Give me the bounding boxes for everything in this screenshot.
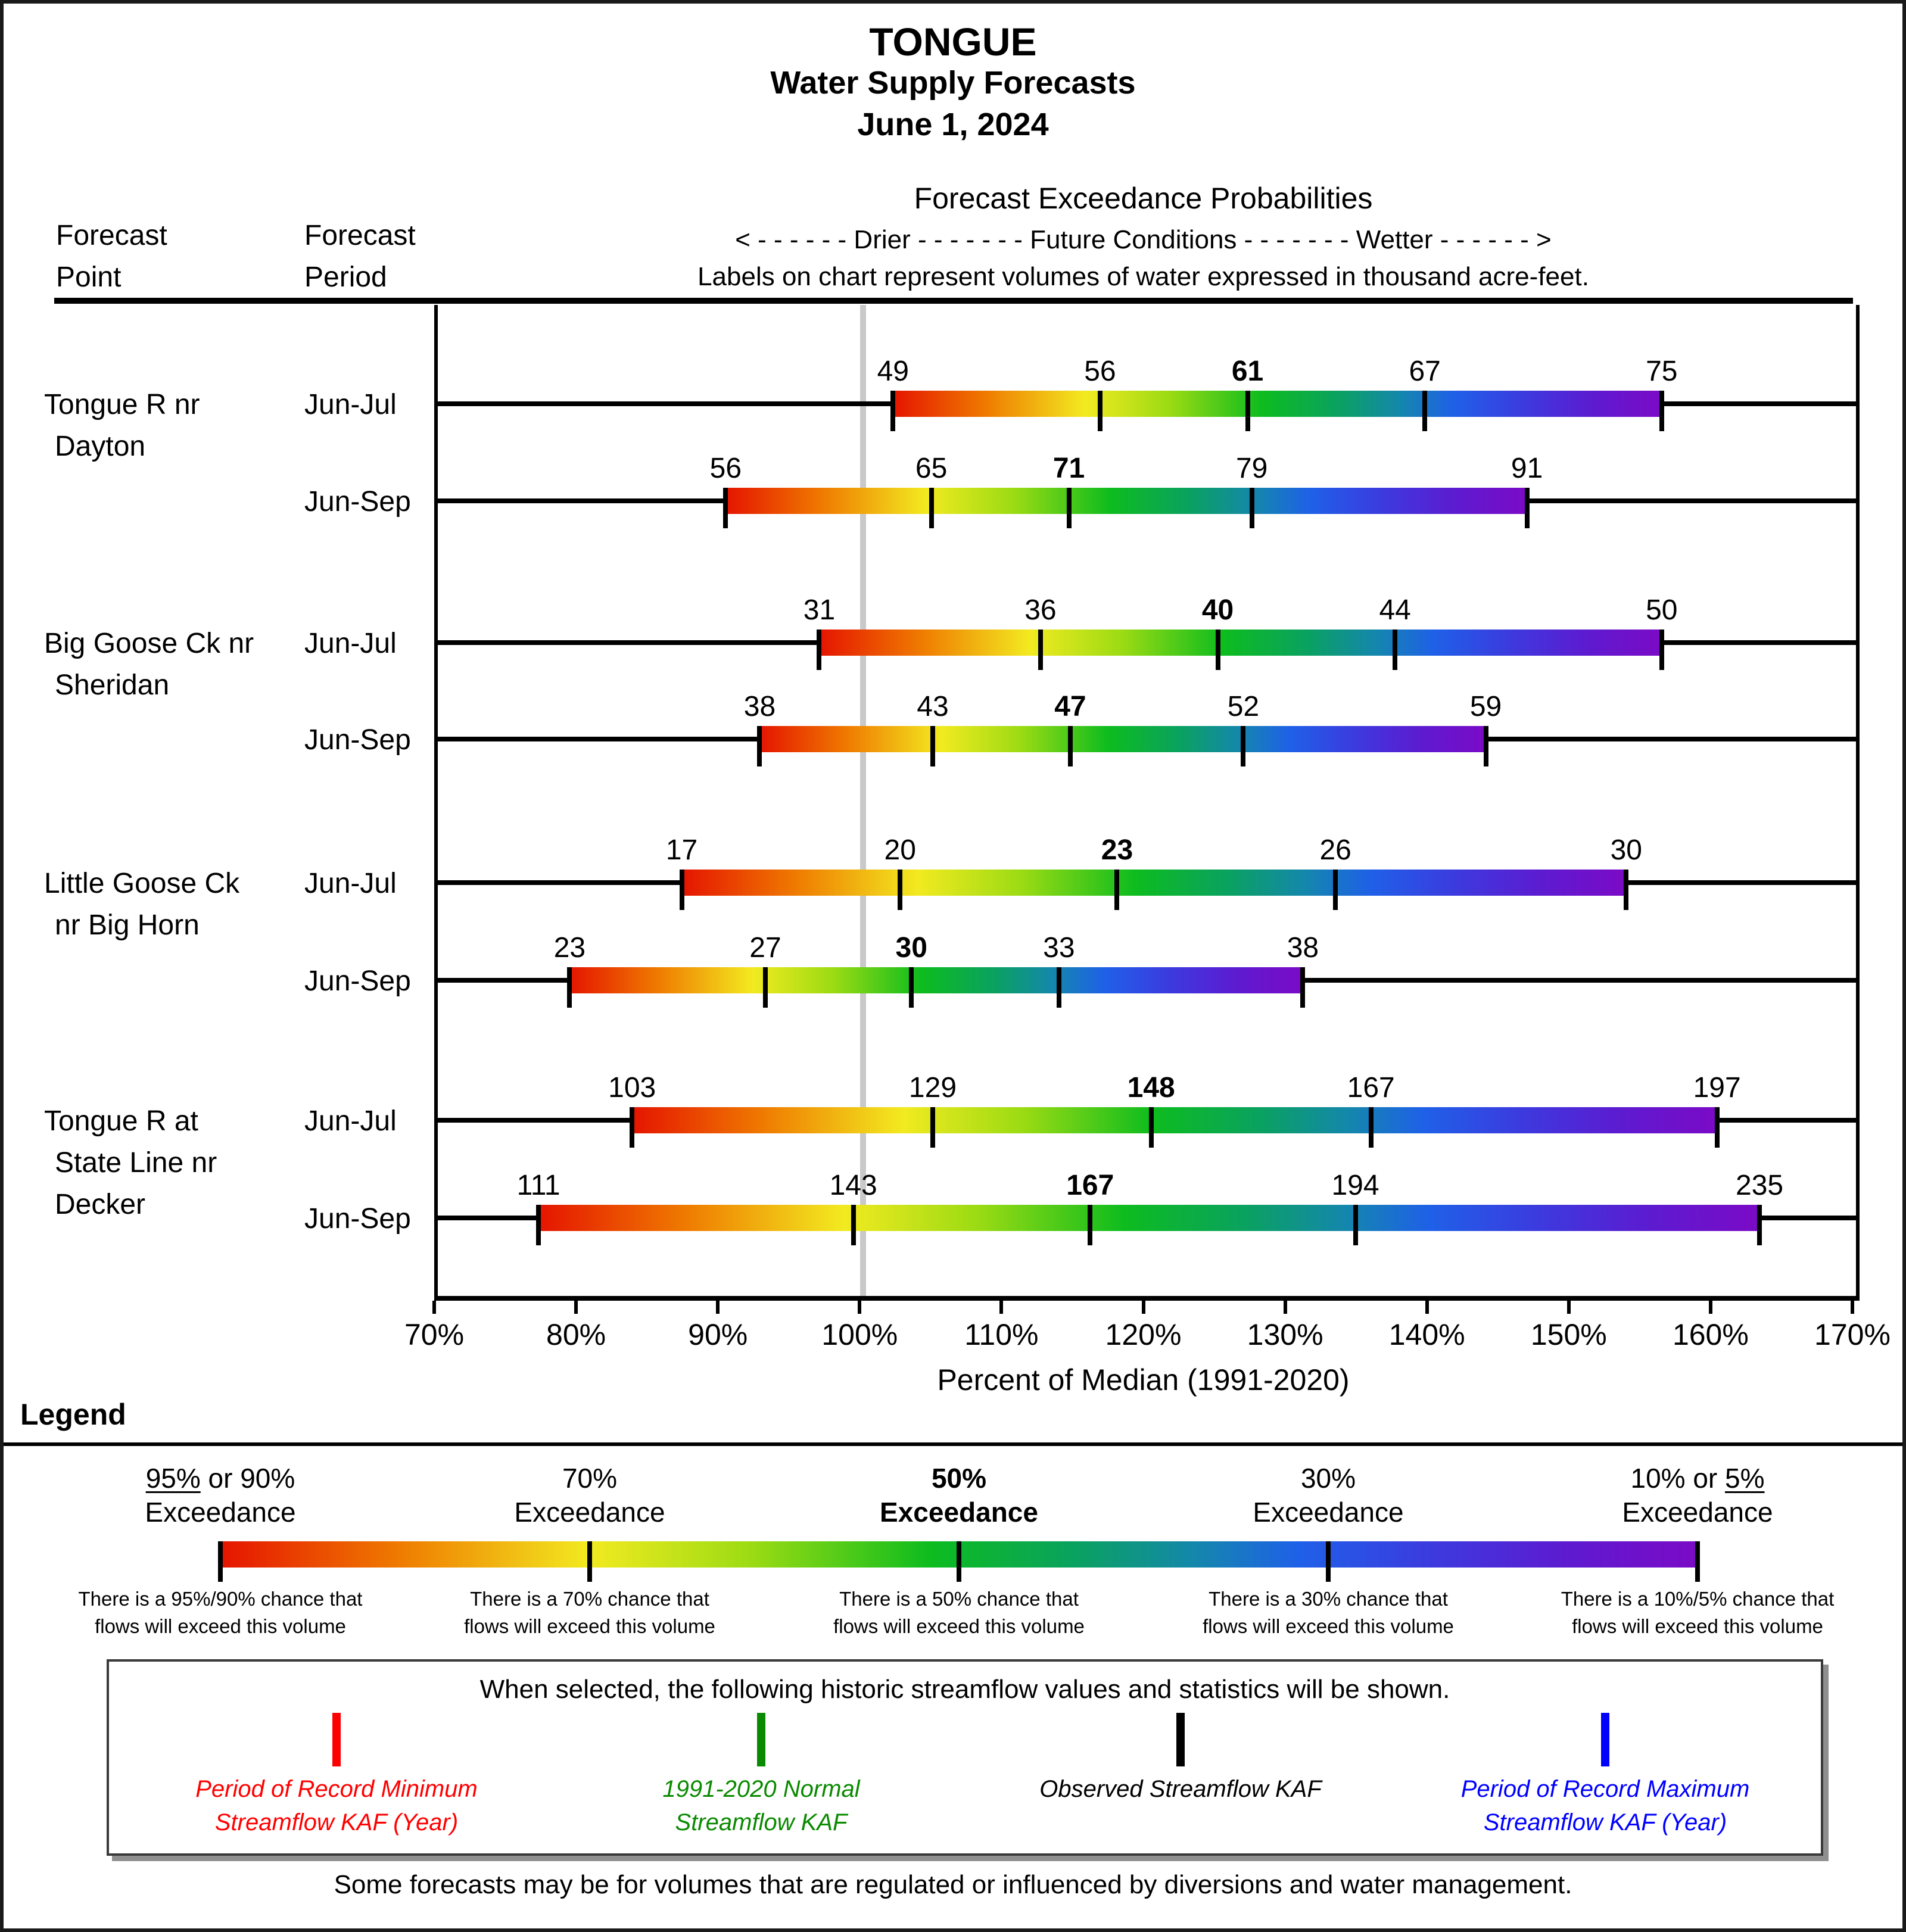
value-label: 23 bbox=[1101, 834, 1133, 866]
legend-tick bbox=[587, 1541, 592, 1582]
historic-statistics-box bbox=[107, 1659, 1823, 1856]
exceedance-tick bbox=[1300, 967, 1305, 1008]
forecast-period-label: Jun-Sep bbox=[304, 965, 411, 997]
plot-area bbox=[434, 305, 1860, 1301]
exceedance-tick bbox=[909, 967, 914, 1008]
forecast-period-header-line2: Period bbox=[304, 261, 387, 293]
exceedance-tick bbox=[898, 870, 902, 910]
forecast-period-label: Jun-Jul bbox=[304, 1105, 397, 1137]
legend-note: flows will exceed this volume bbox=[464, 1615, 715, 1637]
value-label: 30 bbox=[1610, 834, 1642, 866]
value-label: 111 bbox=[516, 1170, 560, 1201]
exceedance-tick bbox=[1422, 391, 1427, 431]
exceedance-tick bbox=[1624, 870, 1628, 910]
value-label: 71 bbox=[1052, 453, 1085, 484]
exceedance-tick bbox=[1250, 488, 1254, 528]
forecast-point-label: Big Goose Ck nr bbox=[44, 628, 254, 659]
historic-marker-label: Streamflow KAF (Year) bbox=[214, 1809, 459, 1836]
axis-tick-label: 80% bbox=[546, 1318, 606, 1351]
drier-wetter-direction-line: < - - - - - - Drier - - - - - - - Future Conditions - - - - - - - Wetter - - - - - - > bbox=[735, 225, 1552, 254]
axis-tick bbox=[999, 1301, 1003, 1314]
legend-note: There is a 95%/90% chance that bbox=[78, 1588, 363, 1610]
forecast-point-label: Sheridan bbox=[55, 669, 170, 701]
value-label: 75 bbox=[1646, 356, 1678, 387]
exceedance-tick bbox=[1068, 726, 1073, 766]
value-label: 31 bbox=[803, 594, 836, 626]
axis-tick bbox=[1284, 1301, 1287, 1314]
header-rule bbox=[54, 298, 1853, 304]
exceedance-tick bbox=[536, 1205, 541, 1245]
value-label: 20 bbox=[884, 834, 916, 866]
historic-box-title: When selected, the following historic streamflow values and statistics will be shown. bbox=[479, 1675, 1450, 1704]
axis-tick-label: 90% bbox=[688, 1318, 748, 1351]
value-label: 67 bbox=[1409, 356, 1441, 387]
value-label: 26 bbox=[1319, 834, 1351, 866]
value-label: 38 bbox=[1287, 932, 1319, 964]
exceedance-range-bar bbox=[759, 726, 1485, 752]
historic-marker-label: Period of Record Maximum bbox=[1460, 1776, 1750, 1802]
exceedance-tick bbox=[630, 1107, 634, 1148]
observed-marker bbox=[1176, 1713, 1185, 1766]
exceedance-tick bbox=[1369, 1107, 1374, 1148]
value-label: 36 bbox=[1024, 594, 1057, 626]
legend-note: There is a 30% chance that bbox=[1209, 1588, 1448, 1610]
exceedance-tick bbox=[930, 1107, 935, 1148]
value-label: 56 bbox=[1084, 356, 1116, 387]
legend-title-part: 50% bbox=[931, 1463, 987, 1494]
value-label: 148 bbox=[1127, 1072, 1175, 1104]
value-label: 49 bbox=[877, 356, 909, 387]
legend-column-title-line2: Exceedance bbox=[514, 1497, 665, 1528]
exceedance-tick bbox=[930, 726, 935, 766]
legend-note: flows will exceed this volume bbox=[1203, 1615, 1454, 1637]
legend-column-title-line2: Exceedance bbox=[1622, 1497, 1773, 1528]
forecast-point-header-line2: Point bbox=[56, 261, 122, 293]
forecast-period-label: Jun-Jul bbox=[304, 628, 397, 659]
page-subtitle: Water Supply Forecasts bbox=[770, 65, 1136, 101]
value-label: 40 bbox=[1201, 594, 1234, 626]
value-label: 17 bbox=[665, 834, 698, 866]
value-label: 143 bbox=[829, 1170, 877, 1201]
value-label: 30 bbox=[895, 932, 927, 964]
forecast-point-label: Tongue R nr bbox=[44, 389, 200, 420]
forecast-period-label: Jun-Jul bbox=[304, 868, 397, 899]
legend-note: There is a 50% chance that bbox=[839, 1588, 1079, 1610]
value-label: 44 bbox=[1379, 594, 1411, 626]
exceedance-tick bbox=[1067, 488, 1072, 528]
forecast-period-label: Jun-Sep bbox=[304, 724, 411, 756]
exceedance-tick bbox=[757, 726, 762, 766]
legend-note: There is a 10%/5% chance that bbox=[1561, 1588, 1835, 1610]
value-label: 50 bbox=[1646, 594, 1678, 626]
legend-column-title-line2: Exceedance bbox=[145, 1497, 296, 1528]
exceedance-range-bar bbox=[538, 1205, 1759, 1231]
legend-note: There is a 70% chance that bbox=[470, 1588, 709, 1610]
forecast-period-header-line1: Forecast bbox=[304, 220, 416, 251]
legend-column-title bbox=[1531, 1462, 1864, 1495]
units-note: Labels on chart represent volumes of water expressed in thousand acre-feet. bbox=[697, 262, 1589, 291]
axis-tick bbox=[1851, 1301, 1854, 1314]
forecast-period-label: Jun-Sep bbox=[304, 486, 411, 518]
maximum-marker bbox=[1601, 1713, 1609, 1766]
value-label: 167 bbox=[1066, 1170, 1114, 1201]
normal-marker bbox=[757, 1713, 765, 1766]
legend-column-title-line2: Exceedance bbox=[880, 1497, 1038, 1528]
exceedance-range-bar bbox=[632, 1107, 1717, 1133]
exceedance-tick bbox=[763, 967, 768, 1008]
value-label: 33 bbox=[1043, 932, 1075, 964]
exceedance-tick bbox=[1525, 488, 1530, 528]
exceedance-tick bbox=[1057, 967, 1061, 1008]
axis-tick-label: 150% bbox=[1530, 1318, 1607, 1351]
exceedance-tick bbox=[1245, 391, 1250, 431]
value-label: 52 bbox=[1227, 691, 1260, 722]
legend-note: flows will exceed this volume bbox=[833, 1615, 1085, 1637]
historic-marker-label: Streamflow KAF (Year) bbox=[1483, 1809, 1727, 1836]
exceedance-tick bbox=[851, 1205, 856, 1245]
forecast-period-label: Jun-Jul bbox=[304, 389, 397, 420]
axis-tick-label: 170% bbox=[1814, 1318, 1891, 1351]
legend-title-part: or 90% bbox=[200, 1463, 295, 1494]
axis-tick-label: 120% bbox=[1105, 1318, 1182, 1351]
historic-marker-label: Period of Record Minimum bbox=[195, 1776, 478, 1802]
exceedance-tick bbox=[1098, 391, 1103, 431]
value-label: 79 bbox=[1235, 453, 1268, 484]
forecast-point-header-line1: Forecast bbox=[56, 220, 167, 251]
exceedance-range-bar bbox=[725, 488, 1527, 514]
value-label: 194 bbox=[1331, 1170, 1379, 1201]
exceedance-range-bar bbox=[893, 391, 1662, 417]
historic-marker-label: 1991-2020 Normal bbox=[662, 1776, 860, 1802]
legend-title-part: 95% bbox=[145, 1463, 201, 1494]
exceedance-tick bbox=[929, 488, 934, 528]
axis-tick bbox=[716, 1301, 720, 1314]
forecast-point-label: Little Goose Ck bbox=[44, 868, 240, 899]
exceedance-tick bbox=[1241, 726, 1245, 766]
legend-tick bbox=[1695, 1541, 1700, 1582]
legend-tick bbox=[1326, 1541, 1331, 1582]
exceedance-tick bbox=[1484, 726, 1488, 766]
forecast-point-label: nr Big Horn bbox=[55, 909, 200, 941]
exceedance-tick bbox=[1353, 1205, 1358, 1245]
axis-tick-label: 100% bbox=[821, 1318, 898, 1351]
footnote: Some forecasts may be for volumes that are regulated or influenced by diversions and water management. bbox=[334, 1870, 1572, 1899]
exceedance-tick bbox=[1216, 630, 1220, 670]
legend-title-part: 70% bbox=[562, 1463, 618, 1494]
exceedance-tick bbox=[1393, 630, 1397, 670]
value-label: 61 bbox=[1231, 356, 1264, 387]
axis-tick bbox=[1425, 1301, 1429, 1314]
exceedance-tick bbox=[1757, 1205, 1762, 1245]
value-label: 27 bbox=[749, 932, 781, 964]
value-label: 47 bbox=[1054, 691, 1086, 722]
axis-tick-label: 160% bbox=[1672, 1318, 1749, 1351]
exceedance-tick bbox=[1659, 630, 1664, 670]
legend-note: flows will exceed this volume bbox=[1572, 1615, 1823, 1637]
historic-marker-label: Streamflow KAF bbox=[675, 1809, 848, 1836]
exceedance-tick bbox=[1114, 870, 1119, 910]
axis-tick bbox=[574, 1301, 578, 1314]
legend-title-part: 10% or bbox=[1630, 1463, 1726, 1494]
exceedance-range-bar bbox=[819, 630, 1661, 656]
axis-tick bbox=[1709, 1301, 1712, 1314]
axis-tick-label: 140% bbox=[1388, 1318, 1465, 1351]
value-label: 103 bbox=[608, 1072, 656, 1104]
value-label: 23 bbox=[553, 932, 586, 964]
exceedance-tick bbox=[1149, 1107, 1154, 1148]
value-label: 167 bbox=[1347, 1072, 1395, 1104]
value-label: 129 bbox=[908, 1072, 957, 1104]
value-label: 56 bbox=[709, 453, 742, 484]
value-label: 38 bbox=[743, 691, 776, 722]
minimum-marker bbox=[332, 1713, 341, 1766]
axis-tick bbox=[1567, 1301, 1571, 1314]
forecast-point-label: Dayton bbox=[55, 431, 146, 462]
exceedance-tick bbox=[1333, 870, 1338, 910]
legend-column-title bbox=[792, 1462, 1126, 1495]
forecast-period-label: Jun-Sep bbox=[304, 1203, 411, 1235]
exceedance-tick bbox=[1088, 1205, 1092, 1245]
exceedance-tick bbox=[890, 391, 895, 431]
value-label: 43 bbox=[917, 691, 949, 722]
axis-tick bbox=[432, 1301, 436, 1314]
legend-column-title bbox=[423, 1462, 756, 1495]
exceedance-tick bbox=[723, 488, 728, 528]
forecast-point-label: Decker bbox=[55, 1189, 146, 1220]
value-label: 197 bbox=[1693, 1072, 1741, 1104]
page-date: June 1, 2024 bbox=[857, 107, 1049, 142]
axis-title: Percent of Median (1991-2020) bbox=[937, 1363, 1350, 1397]
value-label: 91 bbox=[1511, 453, 1543, 484]
legend-note: flows will exceed this volume bbox=[95, 1615, 346, 1637]
page-title: TONGUE bbox=[869, 20, 1037, 64]
axis-tick-label: 110% bbox=[964, 1318, 1039, 1351]
axis-tick-label: 130% bbox=[1247, 1318, 1323, 1351]
exceedance-tick bbox=[1038, 630, 1043, 670]
legend-column-title bbox=[54, 1462, 387, 1495]
exceedance-probabilities-title: Forecast Exceedance Probabilities bbox=[914, 182, 1373, 215]
axis-tick-label: 70% bbox=[404, 1318, 465, 1351]
exceedance-tick bbox=[680, 870, 684, 910]
legend-title-part: 5% bbox=[1725, 1463, 1765, 1494]
legend-title-part: 30% bbox=[1300, 1463, 1356, 1494]
axis-tick bbox=[858, 1301, 861, 1314]
section-divider bbox=[4, 1442, 1906, 1446]
exceedance-tick bbox=[1659, 391, 1664, 431]
exceedance-range-bar bbox=[569, 967, 1303, 993]
legend-heading: Legend bbox=[20, 1398, 126, 1431]
forecast-point-label: State Line nr bbox=[55, 1147, 217, 1179]
exceedance-tick bbox=[567, 967, 572, 1008]
legend-column-title bbox=[1161, 1462, 1495, 1495]
legend-tick bbox=[218, 1541, 223, 1582]
legend-column-title-line2: Exceedance bbox=[1253, 1497, 1404, 1528]
legend-tick bbox=[957, 1541, 961, 1582]
value-label: 235 bbox=[1736, 1170, 1784, 1201]
exceedance-range-bar bbox=[682, 870, 1627, 896]
exceedance-tick bbox=[1715, 1107, 1720, 1148]
historic-marker-label: Observed Streamflow KAF bbox=[1039, 1776, 1322, 1802]
forecast-point-label: Tongue R at bbox=[44, 1105, 198, 1137]
axis-tick bbox=[1142, 1301, 1145, 1314]
value-label: 65 bbox=[915, 453, 948, 484]
exceedance-tick bbox=[817, 630, 821, 670]
value-label: 59 bbox=[1469, 691, 1502, 722]
